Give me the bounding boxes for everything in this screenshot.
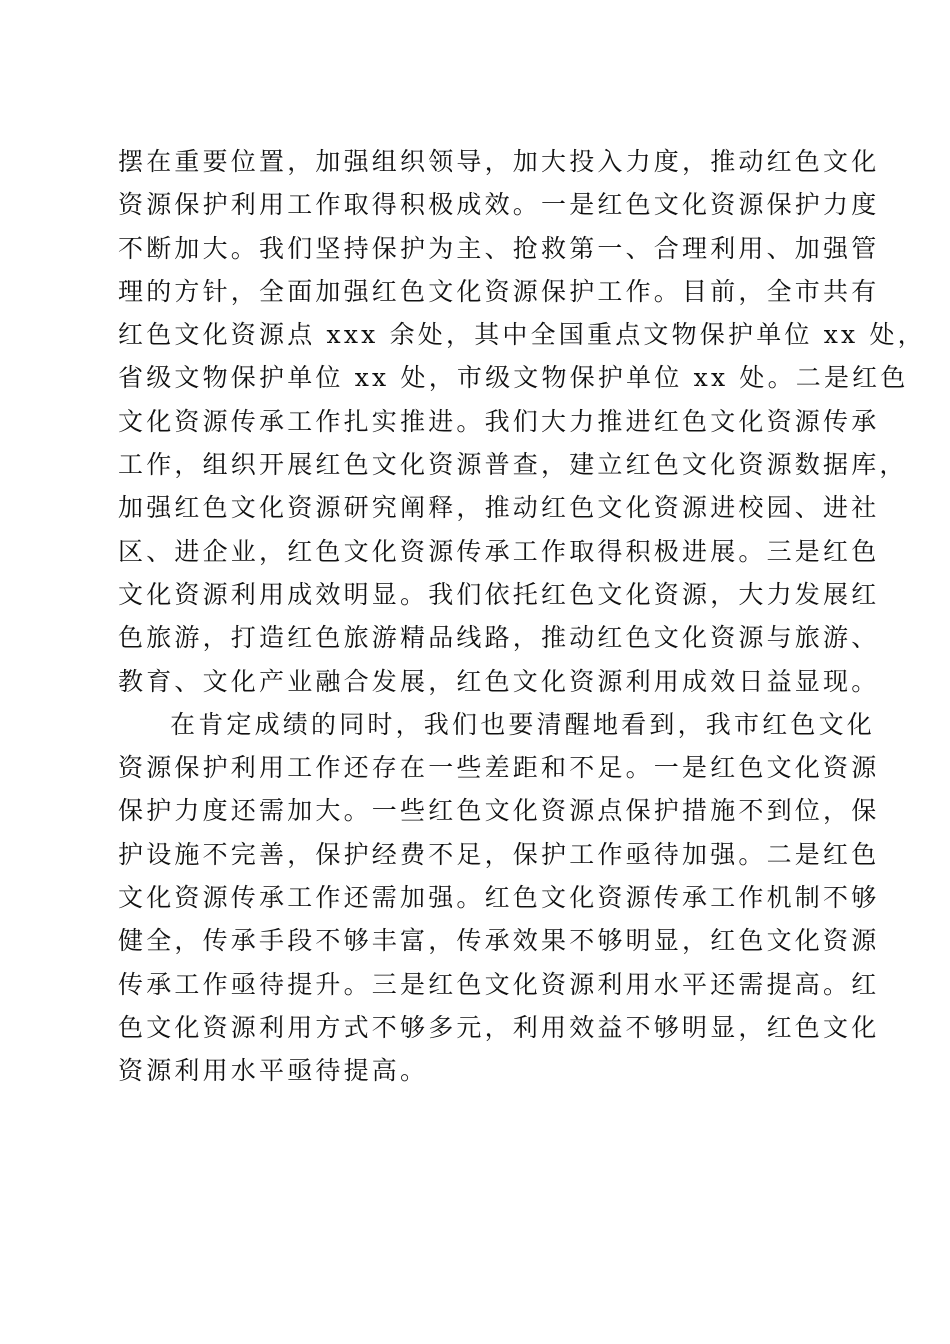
paragraph-line: 色文化资源利用方式不够多元，利用效益不够明显，红色文化 — [118, 1012, 880, 1042]
paragraph-line: 资源保护利用工作取得积极成效。一是红色文化资源保护力度 — [118, 190, 880, 220]
paragraph-line: 工作，组织开展红色文化资源普查，建立红色文化资源数据库， — [118, 450, 908, 480]
document-body — [118, 140, 926, 1093]
paragraph-line: 理的方针，全面加强红色文化资源保护工作。目前，全市共有 — [118, 276, 880, 306]
paragraph-line: 健全，传承手段不够丰富，传承效果不够明显，红色文化资源 — [118, 926, 880, 956]
paragraph-line: 护设施不完善，保护经费不足，保护工作亟待加强。二是红色 — [118, 839, 880, 869]
paragraph-line: 省级文物保护单位 xx 处，市级文物保护单位 xx 处。二是红色 — [118, 363, 909, 393]
paragraph-line: 色旅游，打造红色旅游精品线路，推动红色文化资源与旅游、 — [118, 623, 880, 653]
paragraph-line: 文化资源传承工作还需加强。红色文化资源传承工作机制不够 — [118, 883, 880, 913]
paragraph-1 — [118, 140, 926, 703]
paragraph-line: 区、进企业，红色文化资源传承工作取得积极进展。三是红色 — [118, 536, 880, 566]
paragraph-line: 资源保护利用工作还存在一些差距和不足。一是红色文化资源 — [118, 753, 880, 783]
paragraph-line: 文化资源利用成效明显。我们依托红色文化资源，大力发展红 — [118, 579, 880, 609]
paragraph-line: 红色文化资源点 xxx 余处，其中全国重点文物保护单位 xx 处， — [118, 320, 926, 350]
paragraph-line: 传承工作亟待提升。三是红色文化资源利用水平还需提高。红 — [118, 969, 880, 999]
paragraph-line: 不断加大。我们坚持保护为主、抢救第一、合理利用、加强管 — [118, 233, 880, 263]
paragraph-line: 保护力度还需加大。一些红色文化资源点保护措施不到位，保 — [118, 796, 880, 826]
paragraph-line: 资源利用水平亟待提高。 — [118, 1056, 429, 1086]
paragraph-line: 加强红色文化资源研究阐释，推动红色文化资源进校园、进社 — [118, 493, 880, 523]
paragraph-line: 在肯定成绩的同时，我们也要清醒地看到，我市红色文化 — [170, 709, 876, 739]
paragraph-line: 教育、文化产业融合发展，红色文化资源利用成效日益显现。 — [118, 666, 880, 696]
paragraph-2 — [118, 703, 880, 1093]
paragraph-line: 摆在重要位置，加强组织领导，加大投入力度，推动红色文化 — [118, 147, 880, 176]
paragraph-line: 文化资源传承工作扎实推进。我们大力推进红色文化资源传承 — [118, 406, 880, 436]
